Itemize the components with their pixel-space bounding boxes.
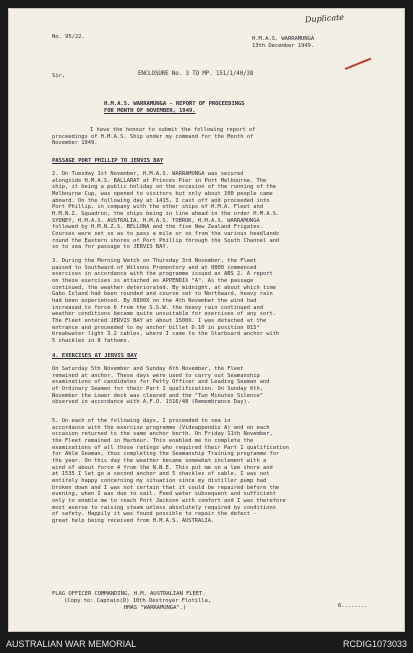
handwritten-duplicate: Duplicate (304, 12, 345, 25)
paragraph-line: increased to force 6 from the S.S.W. the heavy rain continued and (52, 304, 263, 311)
paragraph-line: Gabo Island had been rounded and course set to Northward, heavy rain (52, 291, 273, 298)
paragraph-line: on these exercises is attached as APPENDIX "A". As the passage (52, 277, 254, 284)
intro-line: proceedings of H.M.A.S. Ship under my command for the Month of (52, 133, 254, 140)
paragraph-line: observed in accordance with A.F.O. 1516/48 (Remembrance Day). (52, 399, 250, 406)
red-pencil-mark (345, 58, 372, 70)
paragraph-line: accordance with the exercise programme (Videappendix A) and on each (52, 424, 270, 431)
paragraph-line: broken down and I was not certain that it could be repaired before the (52, 484, 280, 491)
paragraph-line: had been experienced. By 0800X on the 4th November the wind had (52, 297, 257, 304)
section-heading-passage: PASSAGE PORT PHILLIP TO JERVIS BAY (52, 158, 164, 164)
paragraph-line: 2. On Tuesday 1st November, H.M.A.S. WARRAMUNGA was secured (52, 171, 244, 177)
paragraph-line: the year. On this day the weather became somewhat inclement with a (52, 457, 267, 464)
paragraph-line: 3. During the Morning Watch on Thursday 3rd November, the Fleet (52, 258, 257, 264)
paragraph-line: round the Eastern shores of Port Phillip through the South Channel and (52, 237, 280, 244)
paragraph-line: of Ordinary Seamen for their Part 1 qualification. On Sunday 6th, (52, 385, 263, 392)
paragraph-line: great help being received from H.M.A.S. AUSTRALIA. (52, 517, 215, 524)
paragraph-2 (52, 171, 279, 251)
report-title-line1: H.M.A.S. WARRAMUNGA - REPORT OF PROCEEDINGS (104, 101, 245, 107)
paragraph-line: weather conditions became quite unsuitable for exercises of any sort. (52, 311, 276, 318)
paragraph-line: Melbourne Cup, was opened to visitors but only about 100 people came (52, 190, 273, 197)
section-heading-exercises: 4. EXERCISES AT JERVIS BAY (52, 353, 137, 359)
intro-paragraph (52, 127, 256, 147)
paragraph-line: continued, the weather deteriorated. By midnight, at about which time (52, 284, 276, 291)
paragraph-line: of safety. Happily it was found possible to repair the defect - (52, 511, 257, 518)
enclosure-stamp: ENCLOSURE No. 3 TO MP. 151/1/40/38 (138, 71, 254, 77)
paragraph-line: remained at anchor. These days were used to carry out Seamanship (52, 372, 260, 379)
distribution-copy-ship: HMAS "WARRAMUNGA".) (124, 605, 187, 611)
paragraph-line: alongside H.M.A.S. BALLARAT at Princes Pier in Port Melbourne. The (52, 177, 267, 184)
paragraph-5 (52, 418, 289, 525)
letter-date: 13th December 1949. (252, 43, 315, 49)
paragraph-line: November the Lower deck was cleared and the "Two Minutes Silence" (52, 392, 263, 399)
paragraph-4 (52, 366, 269, 406)
paragraph-line: examinations of all those ratings who required their Part 1 qualification (52, 444, 289, 451)
paragraph-line: wind of about force 4 from the N.N.E. This put me on a lee shore and (52, 464, 273, 471)
paragraph-line: ship, it being a public holiday on the occasion of the running of the (52, 184, 276, 191)
paragraph-line: breakwater light 3.2 cables, where I came to the Starboard anchor with (52, 331, 280, 338)
paragraph-line: entirely happy concerning my situation since my distiller pump had (52, 477, 267, 484)
reference-number: No. 95/22. (52, 34, 85, 40)
paragraph-line: followed by H.M.N.Z.S. BELLONA and the five New Zealand Frigates. (52, 224, 263, 231)
ship-name: H.M.A.S. WARRAMUNGA (252, 36, 315, 42)
paragraph-line: H.M.N.Z. Squadron, the ships being in line ahead in the order H.M.A.S. (52, 210, 280, 217)
paragraph-line: the Fleet remained in Harbour. This enabled me to complete the (52, 437, 254, 444)
paragraph-line: On Saturday 5th November and Sunday 6th November, the Fleet (52, 366, 244, 372)
paragraph-line: exercises in accordance with the programme issued as ABS 2. A report (52, 271, 273, 278)
paragraph-line: Port Phillip, in company with the other ships of H.M.A. Fleet and (52, 204, 263, 211)
paragraph-line: at 1535 I let go a second anchor and 5 shackles of cable. I was not (52, 471, 270, 478)
paragraph-line: for Able Seaman, thus completing the Seamanship Training programme for (52, 451, 280, 458)
paragraph-line: 5. On each of the following days, I proceeded to sea in (52, 418, 231, 424)
paragraph-line: examinations of candidates for Petty Officer and Leading Seaman and (52, 379, 270, 386)
archive-footer (0, 637, 413, 653)
paragraph-line: evening, when I was due to sail. Feed water subsequent and sufficient (52, 491, 276, 498)
paragraph-line: passed to Southward of Wilsons Promontory and at 0800 commenced (52, 264, 257, 271)
distribution-copy-to: (Copy to: Captain(D) 10th Destroyer Flotilla, (64, 598, 212, 604)
intro-line: I have the honour to submit the following report of (90, 127, 256, 133)
next-page-marker: 6........ (338, 603, 368, 609)
distribution-addressee: FLAG OFFICER COMMANDING, H.M. AUSTRALIAN FLEET. (52, 591, 206, 597)
paragraph-line: SYDNEY, H.M.A.S. AUSTRALIA, H.M.A.S. TOBRUK, H.M.A.S. WARRAMUNGA (52, 217, 260, 224)
paragraph-3 (52, 258, 279, 345)
paragraph-line: 5 shackles in 8 fathoms. (52, 337, 130, 344)
document-page (8, 8, 405, 632)
report-title-line2: FOR MONTH OF NOVEMBER, 1949. (104, 108, 196, 114)
paragraph-line: The Fleet entered JERVIS BAY at about 1500X. I was detached at the (52, 317, 267, 324)
paragraph-line: only to enable me to reach Port Jackson with comfort and I was therefore (52, 497, 286, 504)
archive-reference: RCDIG1073033 (342, 639, 407, 649)
paragraph-line: Courses were set so as to pass a mile or so from the various headlands (52, 230, 280, 237)
intro-line: November 1949. (52, 140, 98, 147)
paragraph-line: occasion returned to the same anchor berth. On Friday 11th November, (52, 431, 273, 438)
paragraph-line: aboard. On the following day at 1415, I cast off and proceeded into (52, 197, 270, 204)
salutation: Sir, (52, 73, 66, 79)
paragraph-line: entrance and proceeded to my anchor billet D.10 in position 015° (52, 324, 260, 331)
paragraph-line: most averse to raising steam unless absolutely required by conditions (52, 504, 276, 511)
paragraph-line: so to sea for passage to JERVIS BAY. (52, 244, 169, 251)
archive-name: AUSTRALIAN WAR MEMORIAL (6, 639, 137, 649)
